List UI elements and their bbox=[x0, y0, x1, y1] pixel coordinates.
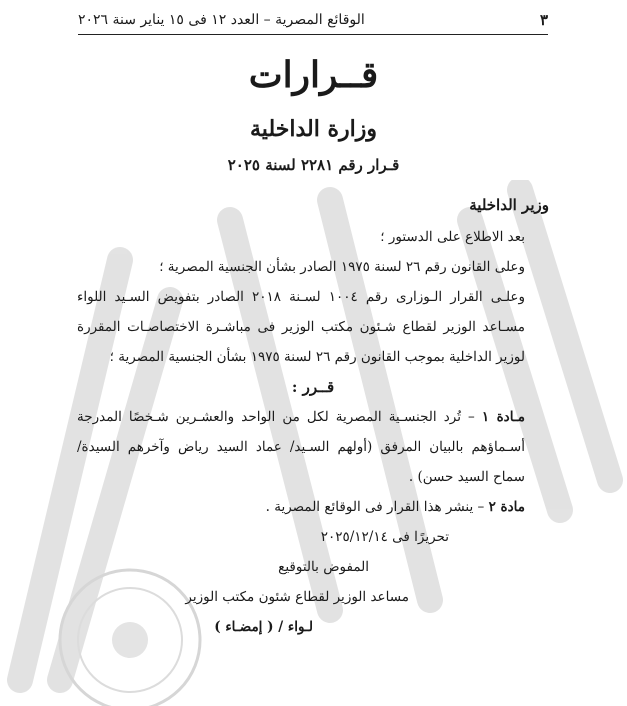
signature-position: مساعد الوزير لقطاع شئون مكتب الوزير bbox=[185, 589, 409, 605]
page-title: قــرارات bbox=[248, 54, 379, 96]
page-header bbox=[78, 6, 548, 35]
article-2 bbox=[77, 492, 549, 522]
preamble-line: وعلـى القرار الـوزارى رقم ١٠٠٤ لسـنة ٢٠١٨ الصادر بتفويض السـيد اللواء مسـاعد الوزير لقطاع شـئون مكتب الوزير فى مباشـرة الاختصاصـات المقررة لوزير الداخلية بموجب القانون رقم ٢٦ لسنة ١٩٧٥ بشأن الجنسية المصرية ؛ bbox=[77, 289, 525, 365]
decides-heading: قــرر : bbox=[291, 378, 335, 396]
decree-number: قـرار رقم ٢٢٨١ لسنة ٢٠٢٥ bbox=[227, 156, 400, 174]
article-text: – تُرد الجنسـية المصرية لكل من الواحد والعشـرين شـخصًا المدرجة أسـماؤهم بالبيان المرفق (أولهم السـيد/ عماد السيد رياض وآخرهم السيدة/ سماح السيد حسن) . bbox=[77, 409, 525, 485]
preamble-line: بعد الاطلاع على الدستور ؛ bbox=[380, 229, 525, 245]
article-label: مادة ٢ bbox=[488, 499, 525, 515]
decree-body bbox=[77, 190, 549, 642]
minister-title: وزير الداخلية bbox=[469, 196, 549, 214]
ministry-heading: وزارة الداخلية bbox=[250, 116, 377, 142]
signature-rank: لـواء / ( إمضـاء ) bbox=[214, 619, 313, 635]
signature-delegated: المفوض بالتوقيع bbox=[278, 559, 369, 575]
header-text: الوقائع المصرية – العدد ١٢ فى ١٥ يناير سنة ٢٠٢٦ bbox=[78, 12, 365, 28]
page-number: ٣ bbox=[539, 11, 548, 29]
preamble-line: وعلى القانون رقم ٢٦ لسنة ١٩٧٥ الصادر بشأن الجنسية المصرية ؛ bbox=[159, 259, 525, 275]
issue-date: تحريرًا فى ٢٠٢٥/١٢/١٤ bbox=[320, 529, 449, 545]
article-1 bbox=[77, 402, 549, 492]
article-label: مـادة ١ bbox=[481, 409, 525, 425]
article-text: – ينشر هذا القرار فى الوقائع المصرية . bbox=[265, 499, 489, 515]
